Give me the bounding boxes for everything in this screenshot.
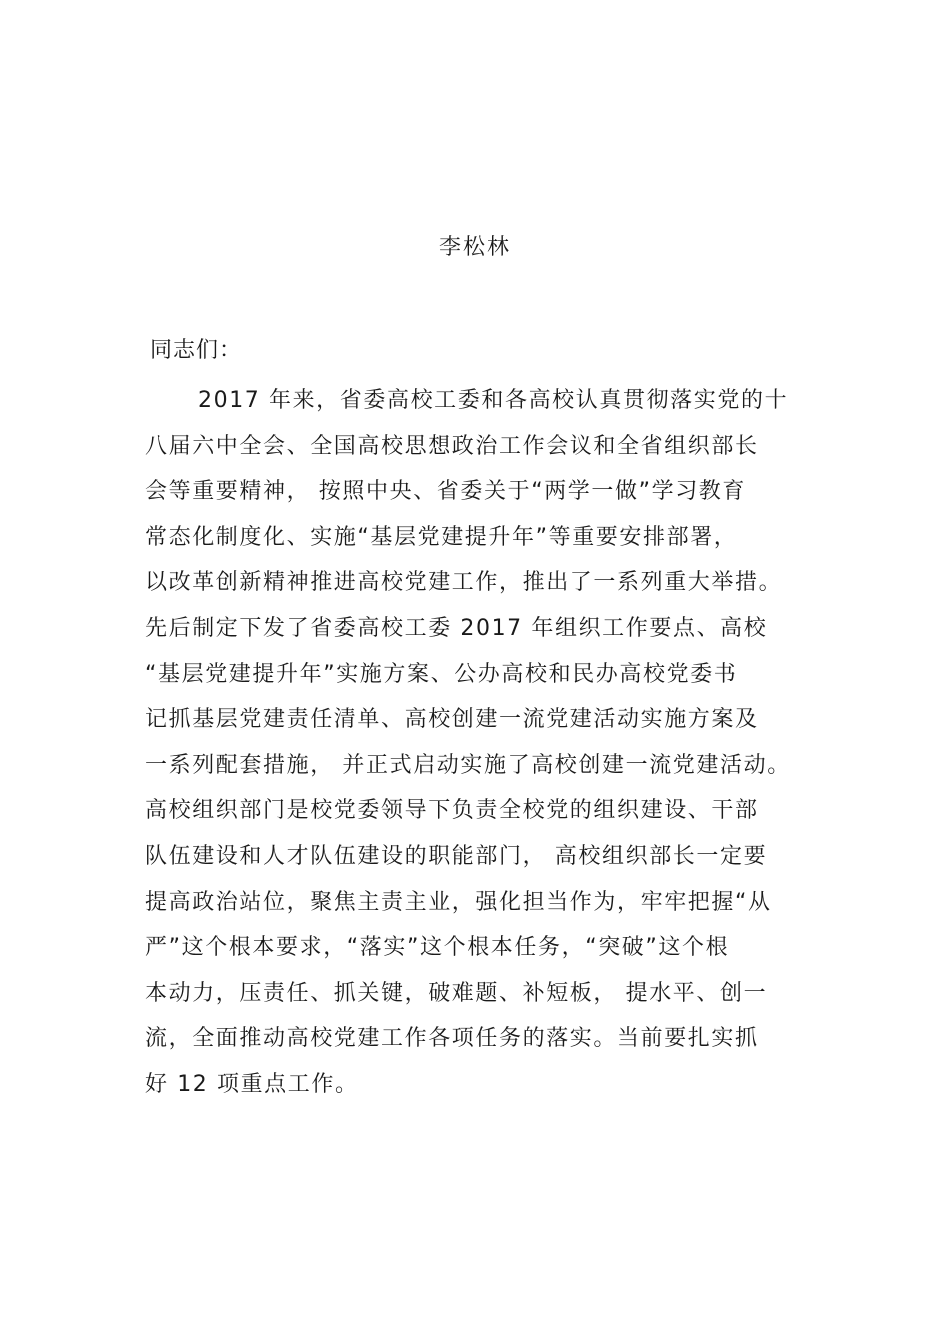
paragraph-line: 记抓基层党建责任清单、高校创建一流党建活动实施方案及	[145, 707, 759, 733]
paragraph-line: 以改革创新精神推进高校党建工作，推出了一系列重大举措。	[145, 570, 783, 596]
paragraph-line: 会等重要精神， 按照中央、省委关于“两学一做”学习教育	[145, 479, 746, 505]
body-paragraph	[145, 378, 810, 1108]
paragraph-line: 2017 年来，省委高校工委和各高校认真贯彻落实党的十	[198, 388, 789, 413]
paragraph-line: 好 12 项重点工作。	[145, 1071, 359, 1097]
paragraph-line: 严”这个根本要求，“落实”这个根本任务，“突破”这个根	[145, 935, 730, 961]
salutation: 同志们：	[150, 338, 243, 363]
paragraph-line: 本动力，压责任、抓关键，破难题、补短板， 提水平、创一	[145, 980, 768, 1006]
paragraph-line: 八届六中全会、全国高校思想政治工作会议和全省组织部长	[145, 433, 759, 459]
paragraph-line: 一系列配套措施， 并正式启动实施了高校创建一流党建活动。	[145, 752, 791, 778]
author-name: 李松林	[438, 235, 511, 260]
paragraph-line: 流，全面推动高校党建工作各项任务的落实。当前要扎实抓	[145, 1026, 759, 1052]
paragraph-line: 提高政治站位，聚焦主责主业，强化担当作为，牢牢把握“从	[145, 889, 772, 915]
paragraph-line: 队伍建设和人才队伍建设的职能部门， 高校组织部长一定要	[145, 843, 768, 869]
paragraph-line: “基层党建提升年”实施方案、公办高校和民办高校党委书	[145, 661, 738, 687]
paragraph-line: 高校组织部门是校党委领导下负责全校党的组织建设、干部	[145, 798, 759, 824]
paragraph-line: 常态化制度化、实施“基层党建提升年”等重要安排部署，	[145, 524, 738, 550]
paragraph-line: 先后制定下发了省委高校工委 2017 年组织工作要点、高校	[145, 615, 768, 641]
